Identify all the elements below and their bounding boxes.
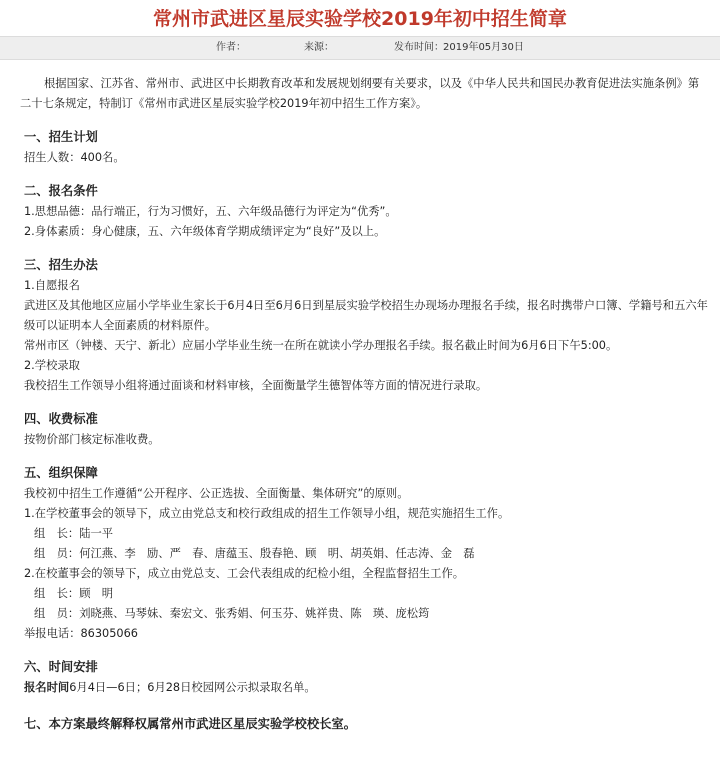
section-schedule (24, 656, 708, 698)
meta-bar (0, 36, 720, 60)
page-title: 常州市武进区星辰实验学校2019年初中招生简章 (153, 8, 567, 30)
section-heading: 二、报名条件 (24, 184, 98, 198)
paragraph: 2.学校录取 (24, 359, 80, 372)
section-heading: 四、收费标准 (24, 412, 98, 426)
paragraph (24, 678, 708, 698)
paragraph: 1.在学校董事会的领导下，成立由党总支和校行政组成的招生工作领导小组，规范实施招生工作。 (24, 507, 510, 520)
section-heading: 一、招生计划 (24, 130, 98, 144)
paragraph: 招生人数：400名。 (24, 151, 125, 164)
author-label: 作者： (216, 42, 246, 53)
date-value: 2019年05月30日 (443, 42, 524, 53)
paragraph: 2.在校董事会的领导下，成立由党总支、工会代表组成的纪检小组，全程监督招生工作。 (24, 567, 465, 580)
section-organization (24, 462, 708, 644)
paragraph: 1.思想品德：品行端正，行为习惯好，五、六年级品德行为评定为“优秀”。 (24, 205, 397, 218)
paragraph: 武进区及其他地区应届小学毕业生家长于6月4日至6月6日到星辰实验学校招生办现场办理报名手续，报名时携带户口簿、学籍号和五六年级可以证明本人全面素质的材料原件。 (24, 299, 708, 332)
intro-paragraph: 根据国家、江苏省、常州市、武进区中长期教育改革和发展规划纲要有关要求，以及《中华人民共和国民办教育促进法实施条例》第二十七条规定，特制订《常州市武进区星辰实验学校2019年初中招生工作方案》。 (20, 77, 700, 110)
section-enrollment-plan (24, 126, 708, 168)
schedule-text: 6月4日—6日；6月28日校园网公示拟录取名单。 (69, 681, 316, 694)
paragraph: 2.身体素质：身心健康，五、六年级体育学期成绩评定为“良好”及以上。 (24, 225, 386, 238)
schedule-label: 报名时间 (24, 681, 70, 694)
paragraph: 按物价部门核定标准收费。 (24, 433, 160, 446)
section-method (24, 254, 708, 396)
paragraph: 1.自愿报名 (24, 279, 80, 292)
paragraph: 组 长：顾 明 (34, 587, 114, 600)
section-heading: 五、组织保障 (24, 466, 98, 480)
section-heading: 六、时间安排 (24, 660, 98, 674)
date-label: 发布时间： (394, 42, 444, 53)
paragraph: 我校招生工作领导小组将通过面谈和材料审核，全面衡量学生德智体等方面的情况进行录取。 (24, 379, 488, 392)
paragraph: 组 员：刘晓燕、马琴妹、秦宏文、张秀娟、何玉芬、姚祥贵、陈 瑛、庞松筠 (34, 607, 430, 620)
paragraph: 常州市区（钟楼、天宁、新北）应届小学毕业生统一在所在就读小学办理报名手续。报名截止时间为6月6日下午5:00。 (24, 339, 618, 352)
section-requirements (24, 180, 708, 242)
section-fees (24, 408, 708, 450)
section-heading: 三、招生办法 (24, 258, 98, 272)
paragraph: 组 长：陆一平 (34, 527, 114, 540)
article-body (0, 60, 720, 734)
section-interpretation: 七、本方案最终解释权属常州市武进区星辰实验学校校长室。 (24, 717, 357, 731)
paragraph: 组 员：何江燕、李 励、严 春、唐蕴玉、殷春艳、顾 明、胡英娟、任志涛、金 磊 (34, 547, 475, 560)
paragraph: 我校初中招生工作遵循“公开程序、公正选拔、全面衡量、集体研究”的原则。 (24, 487, 409, 500)
source-label: 来源： (304, 42, 334, 53)
paragraph: 举报电话：86305066 (24, 627, 138, 640)
